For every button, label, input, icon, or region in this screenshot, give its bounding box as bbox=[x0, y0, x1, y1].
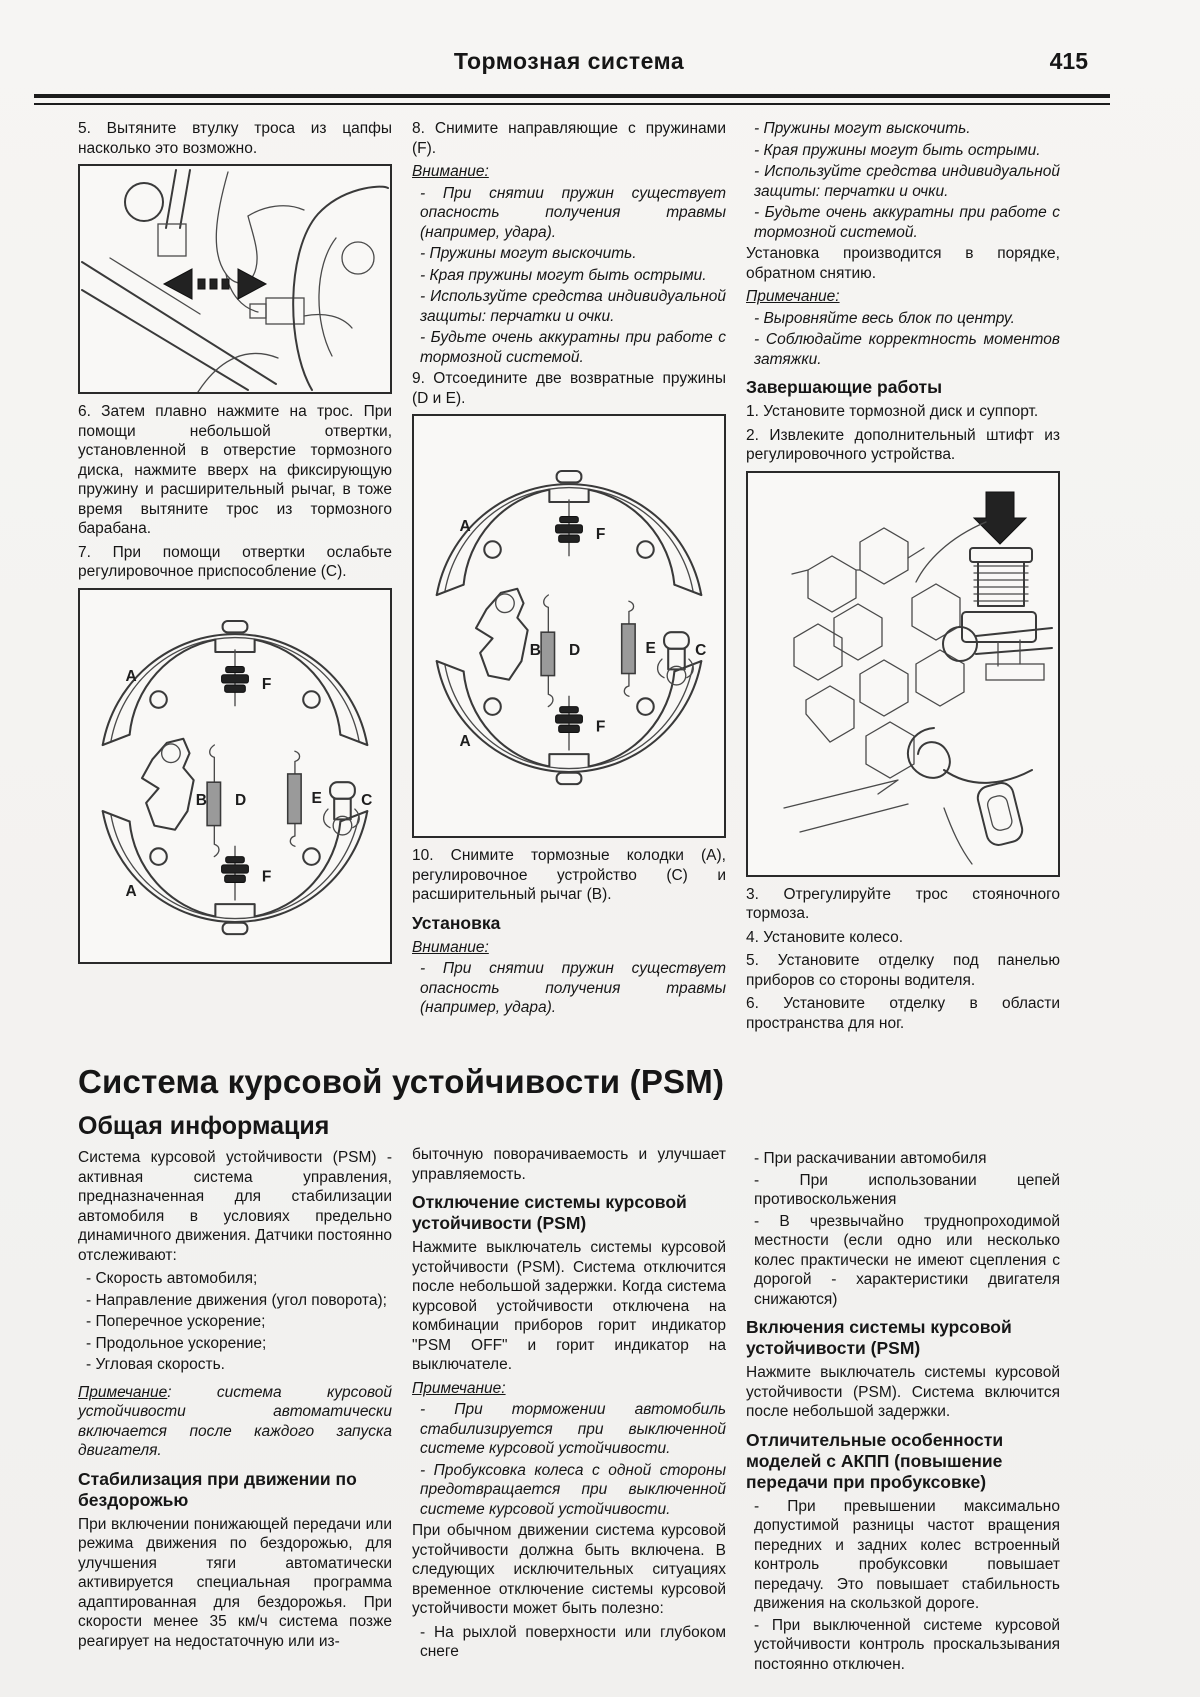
psm-column-3 bbox=[746, 1111, 1060, 1676]
psm-on-text: Нажмите выключатель системы курсовой устойчивости (PSM). Система включится после небольшой задержки. bbox=[746, 1364, 1060, 1420]
column-3 bbox=[746, 119, 1060, 1037]
label-F-bottom: F bbox=[261, 867, 272, 885]
offroad-text: При включении понижающей передачи или режима движения по бездорожью, для улучшения тяги автоматически активируется специальная программа адаптированная для бездорожья. При скорости менее 35 км/ч система позже реагирует на недостаточную или из- bbox=[78, 1515, 392, 1650]
label-A-bottom: A bbox=[125, 882, 137, 900]
brake-shoes-figure-1 bbox=[78, 588, 392, 964]
attention-label: Внимание: bbox=[412, 163, 489, 180]
label-F-top: F bbox=[261, 675, 272, 693]
psm-off-heading: Отключение системы курсовой устойчивости (PSM) bbox=[412, 1192, 687, 1233]
bullet-item: - При использовании цепей противоскольжения bbox=[754, 1171, 1060, 1208]
psm-on-heading: Включения системы курсовой устойчивости (PSM) bbox=[746, 1317, 1012, 1358]
label-A-top: A bbox=[459, 517, 471, 535]
final-step: 2. Извлеките дополнительный штифт из регулировочного устройства. bbox=[746, 426, 1060, 463]
step-8: 8. Снимите направляющие с пружинами (F). bbox=[412, 120, 726, 157]
adjuster-illustration bbox=[748, 473, 1058, 875]
down-arrow-icon bbox=[974, 492, 1026, 544]
sensor-item: - Угловая скорость. bbox=[86, 1356, 225, 1373]
psm-continuation: быточную поворачиваемость и улучшает управляемость. bbox=[412, 1146, 726, 1183]
warning-item: - Будьте очень аккуратны при работе с тормозной системой. bbox=[754, 204, 1060, 241]
page-number: 415 bbox=[1049, 48, 1088, 74]
psm-note bbox=[78, 1383, 392, 1461]
step-6: 6. Затем плавно нажмите на трос. При помощи небольшой отвертки, установленной в отверстие тормозного диска, нажмите вверх на фиксирующую пружину и расширительный рычаг, в тоже время вытяните трос из тормозного барабана. bbox=[78, 403, 392, 537]
label-A-top: A bbox=[125, 667, 137, 685]
final-step: 6. Установите отделку в области пространства для ног. bbox=[746, 995, 1060, 1032]
cable-drum-illustration bbox=[80, 166, 390, 392]
sensor-item: - Направление движения (угол поворота); bbox=[86, 1291, 387, 1309]
warning-item: - Будьте очень аккуратны при работе с тормозной системой. bbox=[420, 329, 726, 366]
final-works-heading: Завершающие работы bbox=[746, 377, 943, 397]
label-C: C bbox=[361, 791, 373, 809]
label-F-bottom: F bbox=[595, 718, 606, 736]
page-title: Тормозная система bbox=[453, 48, 685, 74]
bullet-item: - На рыхлой поверхности или глубоком снеге bbox=[420, 1623, 726, 1660]
note-label: Примечание: bbox=[412, 1379, 506, 1397]
note-label: Примечание bbox=[78, 1383, 168, 1401]
note-item: - При торможении автомобиль стабилизируется при выключенной системе курсовой устойчивости. bbox=[420, 1401, 726, 1457]
label-E: E bbox=[311, 789, 322, 807]
label-B: B bbox=[195, 791, 207, 809]
psm-column-2 bbox=[412, 1111, 726, 1664]
label-C: C bbox=[695, 641, 707, 659]
double-arrow-icon bbox=[164, 269, 266, 299]
psm-column-1 bbox=[78, 1111, 392, 1655]
label-E: E bbox=[645, 639, 656, 657]
offroad-heading: Стабилизация при движении по бездорожью bbox=[78, 1468, 357, 1510]
label-B: B bbox=[529, 641, 541, 659]
step-10: 10. Снимите тормозные колодки (А), регулировочное устройство (С) и расширительный рычаг (В). bbox=[412, 847, 726, 903]
warning-item: - Используйте средства индивидуальной защиты: перчатки и очки. bbox=[420, 288, 726, 325]
install-note: Установка производится в порядке, обратном снятию. bbox=[746, 245, 1060, 282]
label-D: D bbox=[569, 641, 581, 659]
warning-item: - При снятии пружин существует опасность получения травмы (например, удара). bbox=[420, 960, 726, 1016]
brake-shoes-diagram-1 bbox=[80, 590, 390, 962]
label-A-bottom: A bbox=[459, 732, 471, 750]
install-heading: Установка bbox=[412, 912, 501, 933]
brake-shoes-figure-2 bbox=[412, 414, 726, 838]
column-1 bbox=[78, 119, 392, 972]
cable-drum-figure bbox=[78, 164, 392, 394]
step-7: 7. При помощи отвертки ослабьте регулировочное приспособление (С). bbox=[78, 543, 392, 580]
step-5: 5. Вытяните втулку троса из цапфы насколько это возможно. bbox=[78, 120, 392, 157]
note-item: - Пробуксовка колеса с одной стороны предотвращается при выключенной системе курсовой устойчивости. bbox=[420, 1461, 726, 1518]
bullet-item: - В чрезвычайно труднопроходимой местности (если одно или несколько колес практически не имеют сцепления с дорогой - характеристики двигателя снижаются) bbox=[754, 1212, 1060, 1308]
psm-off-text: Нажмите выключатель системы курсовой устойчивости (PSM). Система отключится после небольшой задержки. Когда система курсовой устойчивости отключена на комбинации приборов горит индикатор "PSM OFF" и горит индикатор на выключателе. bbox=[412, 1239, 726, 1373]
note-label: Примечание: bbox=[746, 288, 840, 305]
column-2 bbox=[412, 119, 726, 1020]
akpp-bullet: - При превышении максимально допустимой разницы частот вращения передних и задних колес встроенный контроль пробуксовки повышает передачу. Это повышает стабильность движения на скользкой дороге. bbox=[754, 1497, 1060, 1612]
step-9: 9. Отсоедините две возвратные пружины (D и Е). bbox=[412, 370, 726, 407]
warning-item: - Края пружины могут быть острыми. bbox=[420, 266, 707, 284]
label-D: D bbox=[235, 791, 247, 809]
sensor-item: - Скорость автомобиля; bbox=[86, 1270, 258, 1287]
final-step: 4. Установите колесо. bbox=[746, 928, 904, 946]
psm-normal-text: При обычном движении система курсовой устойчивости должна быть включена. В следующих исключительных ситуациях временное отключение системы курсовой устойчивости может быть полезно: bbox=[412, 1522, 726, 1617]
label-F-top: F bbox=[595, 526, 606, 544]
brake-shoes-diagram-2 bbox=[414, 416, 724, 836]
warning-item: - Используйте средства индивидуальной защиты: перчатки и очки. bbox=[754, 163, 1060, 200]
note-item: - Выровняйте весь блок по центру. bbox=[754, 309, 1015, 327]
note-item: - Соблюдайте корректность моментов затяжки. bbox=[754, 331, 1060, 368]
psm-intro: Система курсовой устойчивости (PSM) - активная система управления, предназначенная для стабилизации автомобиля в условиях предельно динамичного движения. Датчики постоянно отслеживают: bbox=[78, 1149, 392, 1264]
page-header bbox=[78, 48, 1088, 88]
warning-item: - При снятии пружин существует опасность получения травмы (например, удара). bbox=[420, 184, 726, 241]
general-info-heading: Общая информация bbox=[78, 1112, 330, 1140]
final-step: 1. Установите тормозной диск и суппорт. bbox=[746, 403, 1039, 420]
attention-label: Внимание: bbox=[412, 938, 489, 956]
psm-section bbox=[78, 1111, 1060, 1676]
warning-item: - Края пружины могут быть острыми. bbox=[754, 141, 1041, 159]
warning-item: - Пружины могут выскочить. bbox=[420, 245, 637, 262]
final-step: 5. Установите отделку под панелью приборов со стороны водителя. bbox=[746, 952, 1060, 989]
final-step: 3. Отрегулируйте трос стояночного тормоза. bbox=[746, 885, 1060, 922]
sensor-item: - Поперечное ускорение; bbox=[86, 1313, 266, 1330]
brake-section bbox=[78, 119, 1060, 1037]
header-divider bbox=[34, 94, 1110, 105]
bullet-item: - При раскачивании автомобиля bbox=[754, 1150, 987, 1167]
adjuster-figure bbox=[746, 471, 1060, 877]
psm-section-title: Система курсовой устойчивости (PSM) bbox=[78, 1063, 725, 1100]
akpp-bullet: - При выключенной системе курсовой устойчивости контроль проскальзывания постоянно отключен. bbox=[754, 1616, 1060, 1673]
warning-item: - Пружины могут выскочить. bbox=[754, 120, 971, 137]
akpp-heading: Отличительные особенности моделей с АКПП (повышение передачи при пробуксовке) bbox=[746, 1429, 1004, 1492]
note-text: : система курсовой устойчивости автоматически включается после каждого запуска двигателя. bbox=[78, 1383, 392, 1459]
sensor-item: - Продольное ускорение; bbox=[86, 1334, 267, 1352]
